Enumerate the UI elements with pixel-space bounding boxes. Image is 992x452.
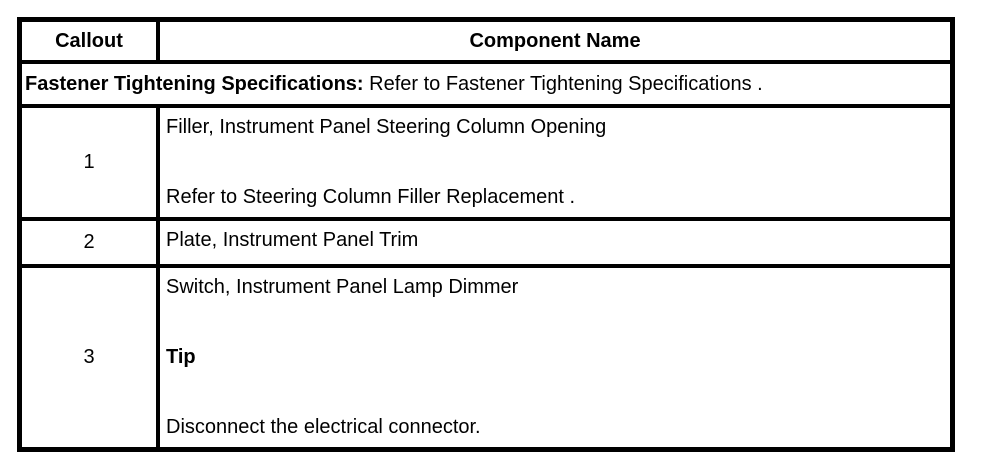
fastener-specifications-reference-text: Refer to Fastener Tightening Specifications .: [363, 72, 763, 95]
table-row-2: [20, 219, 953, 266]
table-header-row: [20, 20, 953, 63]
tip-label: Tip: [166, 346, 196, 368]
table-row-3: [20, 266, 953, 450]
component-name-column-header: Component Name: [158, 20, 953, 63]
fastener-specifications-row: [20, 62, 953, 106]
callout-number-2: 2: [20, 219, 159, 266]
component-table: [17, 17, 955, 452]
component-cell-1: [158, 106, 953, 219]
fastener-specifications-label: Fastener Tightening Specifications:: [25, 72, 364, 95]
table-row-1: [20, 106, 953, 219]
tip-instruction-line: Disconnect the electrical connector.: [166, 416, 481, 438]
component-line: Plate, Instrument Panel Trim: [166, 229, 419, 251]
fastener-specifications-cell: [20, 62, 953, 106]
component-cell-3: [158, 266, 953, 450]
component-reference-line: Refer to Steering Column Filler Replacement .: [166, 186, 576, 208]
component-cell-2: [158, 219, 953, 266]
callout-column-header: Callout: [20, 20, 159, 63]
component-line: Switch, Instrument Panel Lamp Dimmer: [166, 276, 519, 298]
callout-number-1: 1: [20, 106, 159, 219]
callout-number-3: 3: [20, 266, 159, 450]
component-line: Filler, Instrument Panel Steering Column Opening: [166, 116, 607, 138]
